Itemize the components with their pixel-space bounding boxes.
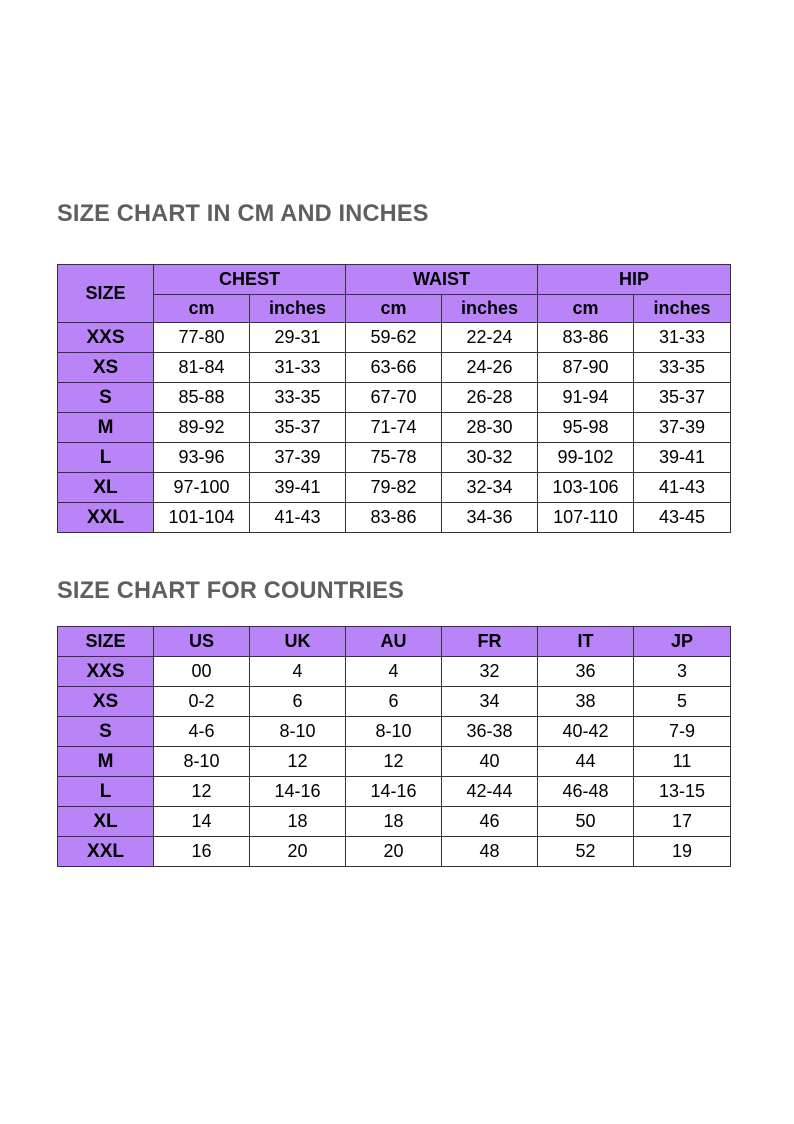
table-cell: 14 — [154, 807, 250, 837]
table-cell: 39-41 — [250, 473, 346, 503]
table-row — [58, 323, 731, 353]
table-cell: 48 — [442, 837, 538, 867]
table-cell: 67-70 — [346, 383, 442, 413]
table-cell: 81-84 — [154, 353, 250, 383]
table-cell: 33-35 — [634, 353, 731, 383]
country-header-uk: UK — [250, 627, 346, 657]
hip-group-header: HIP — [538, 265, 731, 295]
table-cell: 75-78 — [346, 443, 442, 473]
size-label: L — [58, 777, 154, 807]
table-cell: 5 — [634, 687, 731, 717]
table-cell: 37-39 — [250, 443, 346, 473]
table-cell: 36-38 — [442, 717, 538, 747]
country-header-fr: FR — [442, 627, 538, 657]
size-column-header: SIZE — [58, 265, 154, 323]
size-label: S — [58, 717, 154, 747]
table-cell: 87-90 — [538, 353, 634, 383]
countries-table-body — [58, 657, 731, 867]
table-cell: 52 — [538, 837, 634, 867]
table-cell: 38 — [538, 687, 634, 717]
table-cell: 20 — [250, 837, 346, 867]
country-header-au: AU — [346, 627, 442, 657]
table-cell: 22-24 — [442, 323, 538, 353]
table-cell: 0-2 — [154, 687, 250, 717]
unit-header: cm — [154, 295, 250, 323]
waist-group-header: WAIST — [346, 265, 538, 295]
table-cell: 97-100 — [154, 473, 250, 503]
country-header-us: US — [154, 627, 250, 657]
table-cell: 46-48 — [538, 777, 634, 807]
table-cell: 28-30 — [442, 413, 538, 443]
table-cell: 29-31 — [250, 323, 346, 353]
country-header-it: IT — [538, 627, 634, 657]
table-cell: 83-86 — [538, 323, 634, 353]
table-cell: 4 — [346, 657, 442, 687]
table-cell: 59-62 — [346, 323, 442, 353]
table-cell: 14-16 — [346, 777, 442, 807]
unit-header: cm — [538, 295, 634, 323]
table-cell: 4 — [250, 657, 346, 687]
table-cell: 50 — [538, 807, 634, 837]
size-label: XXS — [58, 657, 154, 687]
table-cell: 17 — [634, 807, 731, 837]
size-label: XS — [58, 353, 154, 383]
size-label: M — [58, 413, 154, 443]
table-row — [58, 383, 731, 413]
table-cell: 8-10 — [154, 747, 250, 777]
size-label: S — [58, 383, 154, 413]
table-cell: 18 — [346, 807, 442, 837]
size-label: XS — [58, 687, 154, 717]
table-cell: 107-110 — [538, 503, 634, 533]
table-row — [58, 837, 731, 867]
table-cell: 40 — [442, 747, 538, 777]
table-cell: 37-39 — [634, 413, 731, 443]
size-column-header: SIZE — [58, 627, 154, 657]
country-header-jp: JP — [634, 627, 731, 657]
table-cell: 39-41 — [634, 443, 731, 473]
table-cell: 95-98 — [538, 413, 634, 443]
table-cell: 79-82 — [346, 473, 442, 503]
table-cell: 11 — [634, 747, 731, 777]
table-cell: 19 — [634, 837, 731, 867]
table-row — [58, 473, 731, 503]
table-cell: 8-10 — [250, 717, 346, 747]
table-cell: 40-42 — [538, 717, 634, 747]
table-cell: 30-32 — [442, 443, 538, 473]
table-cell: 91-94 — [538, 383, 634, 413]
table-cell: 8-10 — [346, 717, 442, 747]
table-cell: 42-44 — [442, 777, 538, 807]
size-label: XXS — [58, 323, 154, 353]
table-cell: 41-43 — [250, 503, 346, 533]
table-cell: 14-16 — [250, 777, 346, 807]
table-cell: 32 — [442, 657, 538, 687]
table-row — [58, 503, 731, 533]
table-row — [58, 657, 731, 687]
unit-header: inches — [442, 295, 538, 323]
table-cell: 36 — [538, 657, 634, 687]
countries-title: SIZE CHART FOR COUNTRIES — [57, 577, 405, 604]
measurements-title: SIZE CHART IN CM AND INCHES — [57, 200, 429, 227]
table-cell: 12 — [154, 777, 250, 807]
table-cell: 101-104 — [154, 503, 250, 533]
table-row — [58, 443, 731, 473]
table-cell: 44 — [538, 747, 634, 777]
table-cell: 83-86 — [346, 503, 442, 533]
table-cell: 20 — [346, 837, 442, 867]
table-cell: 12 — [346, 747, 442, 777]
table-cell: 35-37 — [634, 383, 731, 413]
size-label: L — [58, 443, 154, 473]
table-cell: 00 — [154, 657, 250, 687]
size-label: XXL — [58, 503, 154, 533]
countries-size-table — [57, 626, 731, 867]
table-cell: 89-92 — [154, 413, 250, 443]
table-cell: 16 — [154, 837, 250, 867]
table-cell: 26-28 — [442, 383, 538, 413]
table-row — [58, 717, 731, 747]
table-row — [58, 807, 731, 837]
table-row — [58, 413, 731, 443]
measurements-size-table — [57, 264, 731, 533]
table-row — [58, 747, 731, 777]
table-cell: 35-37 — [250, 413, 346, 443]
table-cell: 31-33 — [634, 323, 731, 353]
table-row — [58, 687, 731, 717]
table-cell: 93-96 — [154, 443, 250, 473]
table-cell: 33-35 — [250, 383, 346, 413]
size-label: XL — [58, 473, 154, 503]
size-label: XL — [58, 807, 154, 837]
table-cell: 24-26 — [442, 353, 538, 383]
table-cell: 77-80 — [154, 323, 250, 353]
table-cell: 31-33 — [250, 353, 346, 383]
table-cell: 103-106 — [538, 473, 634, 503]
table-cell: 41-43 — [634, 473, 731, 503]
table-row — [58, 353, 731, 383]
chest-group-header: CHEST — [154, 265, 346, 295]
table-cell: 6 — [346, 687, 442, 717]
unit-header: cm — [346, 295, 442, 323]
table-cell: 34-36 — [442, 503, 538, 533]
table-cell: 99-102 — [538, 443, 634, 473]
size-label: M — [58, 747, 154, 777]
table-cell: 6 — [250, 687, 346, 717]
table-cell: 71-74 — [346, 413, 442, 443]
table-cell: 4-6 — [154, 717, 250, 747]
measurements-table-body — [58, 323, 731, 533]
table-cell: 34 — [442, 687, 538, 717]
table-cell: 46 — [442, 807, 538, 837]
table-cell: 43-45 — [634, 503, 731, 533]
table-cell: 63-66 — [346, 353, 442, 383]
table-cell: 3 — [634, 657, 731, 687]
table-row — [58, 777, 731, 807]
table-cell: 7-9 — [634, 717, 731, 747]
table-cell: 32-34 — [442, 473, 538, 503]
table-cell: 12 — [250, 747, 346, 777]
unit-header: inches — [634, 295, 731, 323]
size-label: XXL — [58, 837, 154, 867]
table-cell: 18 — [250, 807, 346, 837]
table-cell: 85-88 — [154, 383, 250, 413]
table-cell: 13-15 — [634, 777, 731, 807]
unit-header: inches — [250, 295, 346, 323]
